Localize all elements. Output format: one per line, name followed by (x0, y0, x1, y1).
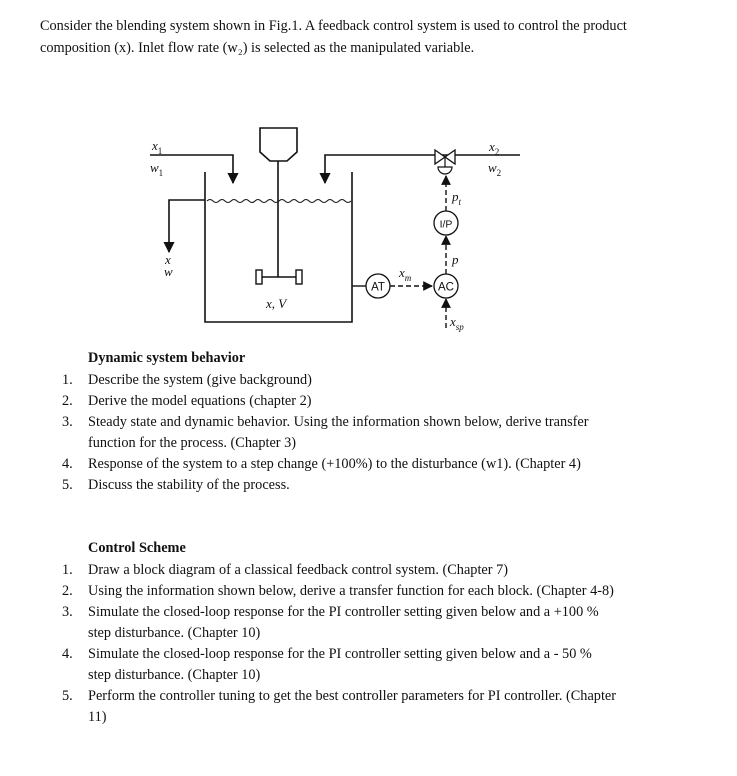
list-item: 2. Using the information shown below, derive a transfer function for each block. (Chapter 4-8) (62, 583, 614, 599)
ip-label: I/P (439, 218, 453, 231)
control-valve (435, 150, 455, 174)
list-item: 3. Steady state and dynamic behavior. Using the information shown below, derive transfer function for the process. (Chapter 3) (62, 414, 589, 451)
w2-label: $w_2$ (488, 160, 502, 178)
list-item: 2. Derive the model equations (chapter 2) (62, 393, 312, 409)
control-scheme-section (0, 538, 737, 728)
dynamic-heading: Dynamic system behavior (88, 350, 246, 366)
w1-label: $w_1$ (150, 160, 164, 178)
control-list (0, 560, 737, 728)
stirrer-motor (260, 128, 297, 161)
ac-label: AC (438, 281, 454, 294)
dynamic-behavior-section (0, 348, 737, 496)
impeller (256, 270, 302, 284)
list-item: 4. Simulate the closed-loop response for the PI controller setting given below and a - 50 % step disturbance. (Chapter 10) (62, 646, 592, 683)
x-out-label: x (165, 252, 171, 267)
w-out-label: w (164, 264, 173, 279)
p-label: p (452, 252, 459, 267)
list-item: 3. Simulate the closed-loop response for the PI controller setting given below and a +100 % step disturbance. (Chapter 10) (62, 604, 599, 641)
xm-label: $x_m$ (399, 265, 412, 283)
x1-label: $x_1$ (152, 138, 163, 156)
list-item: 5. Perform the controller tuning to get the best controller parameters for PI controller. (Chapter 11) (62, 688, 617, 725)
list-item: 4. Response of the system to a step change (+100%) to the disturbance (w1). (Chapter 4) (62, 456, 581, 472)
x2-label: $x_2$ (489, 139, 500, 157)
problem-statement: Consider the blending system shown in Fig.1. A feedback control system is used to control the product composition (x). Inlet flow rate (w₂) is selected as the manipulated variable. (40, 18, 627, 56)
liquid-level (207, 200, 351, 203)
at-label: AT (371, 281, 385, 294)
outlet-stream (169, 200, 205, 252)
list-item: 5. Discuss the stability of the process. (62, 477, 290, 493)
xsp-label: $x_{sp}$ (450, 314, 464, 332)
pt-label: $p_t$ (452, 189, 462, 207)
list-item: 1. Draw a block diagram of a classical feedback control system. (Chapter 7) (62, 562, 509, 578)
blending-system-diagram (0, 0, 737, 345)
control-heading: Control Scheme (88, 540, 186, 556)
list-item: 1. Describe the system (give background) (62, 372, 312, 388)
dynamic-list (0, 370, 737, 496)
tank-label: x, V (266, 296, 287, 311)
